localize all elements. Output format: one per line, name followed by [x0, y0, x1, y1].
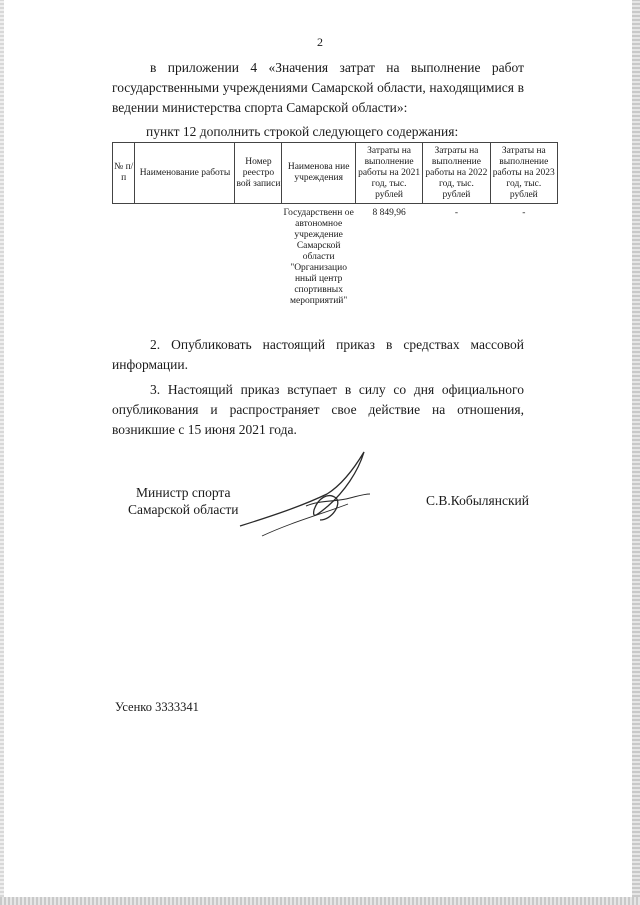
scan-left-edge: [0, 0, 4, 905]
table-cell: Государственн ое автономное учреждение Самарской области "Организацио нный центр спортивных мероприятий": [283, 208, 354, 306]
executor-footer: Усенко 3333341: [115, 700, 199, 714]
table-cell: -: [454, 208, 459, 218]
paragraph-appendix-intro: в приложении 4 «Значения затрат на выполнение работ государственными учреждениями Самарской области, находящимися в ведении министерства спорта Самарской области»:: [112, 60, 524, 115]
table-header-cell: Номер реестро вой записи: [235, 143, 282, 204]
table-header-cell: Затраты на выполнение работы на 2023 год, тыс. рублей: [490, 143, 557, 204]
scan-bottom-edge: [0, 897, 640, 905]
paragraph-publish: 2. Опубликовать настоящий приказ в средствах массовой информации.: [112, 337, 524, 372]
paragraph-point-12: пункт 12 дополнить строкой следующего содержания:: [146, 124, 459, 139]
table-header-cell: Наименование работы: [135, 143, 235, 204]
table-cell: 8 849,96: [372, 208, 406, 218]
signatory-title-line-1: Министр спорта: [136, 485, 231, 500]
table-cell: [235, 204, 282, 309]
table-header-cell: Затраты на выполнение работы на 2022 год, тыс. рублей: [423, 143, 490, 204]
table-cell: -: [522, 208, 526, 218]
table-header-cell: Затраты на выполнение работы на 2021 год, тыс. рублей: [355, 143, 422, 204]
table-header-cell: № п/п: [113, 143, 135, 204]
signatory-name: С.В.Кобылянский: [426, 493, 529, 508]
table-header-row: [113, 143, 558, 204]
table-cell: [135, 204, 235, 309]
appendix-table: [112, 142, 558, 308]
signatory-title: [128, 484, 239, 518]
table-cell: [113, 204, 135, 309]
table-row: [113, 204, 558, 309]
handwritten-signature: [232, 448, 382, 538]
signatory-title-line-2: Самарской области: [128, 502, 239, 517]
page-number: 2: [317, 35, 323, 49]
paragraph-effective-date: 3. Настоящий приказ вступает в силу со дня официального опубликования и распространяет свое действие на отношения, возникшие с 15 июня 2021 года.: [112, 382, 524, 437]
scan-right-edge: [632, 0, 640, 905]
table-header-cell: Наименова ние учреждения: [282, 143, 355, 204]
